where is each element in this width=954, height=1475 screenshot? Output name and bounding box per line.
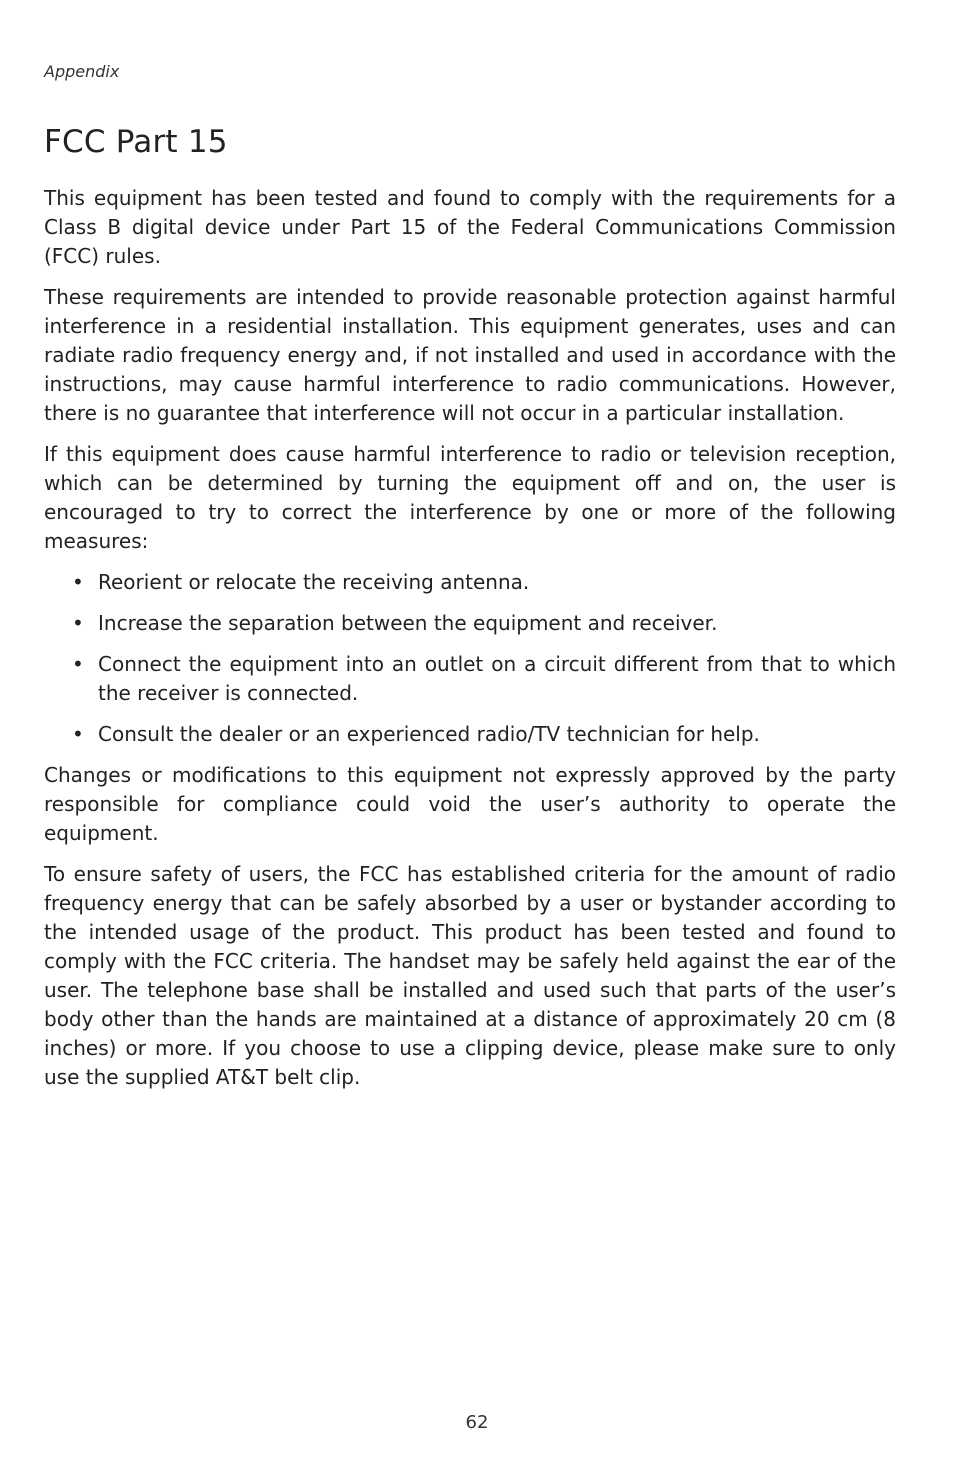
measures-list [44, 568, 896, 749]
paragraph-modifications: Changes or modifications to this equipment not expressly approved by the party responsible for compliance could void the user’s authority to operate the equipment. [44, 763, 896, 845]
list-item [44, 568, 896, 597]
paragraph-interference: If this equipment does cause harmful interference to radio or television reception, which can be determined by turning the equipment off and on, the user is encouraged to try to correct the interference by one or more of the following measures: [44, 442, 896, 553]
list-item [44, 609, 896, 638]
paragraph-rf-safety: To ensure safety of users, the FCC has established criteria for the amount of radio frequency energy that can be safely absorbed by a user or bystander according to the intended usage of the product. This product has been tested and found to comply with the FCC criteria. The handset may be safely held against the ear of the user. The telephone base shall be installed and used such that parts of the user’s body other than the hands are maintained at a distance of approximately 20 cm (8 inches) or more. If you choose to use a clipping device, please make sure to only use the supplied AT&T belt clip. [44, 862, 896, 1089]
paragraph-requirements: These requirements are intended to provide reasonable protection against harmful interference in a residential installation. This equipment generates, uses and can radiate radio frequency energy and, if not installed and used in accordance with the instructions, may cause harmful interference to radio communications. However, there is no guarantee that interference will not occur in a particular installation. [44, 285, 896, 425]
bullet-icon: • [72, 722, 84, 746]
running-head: Appendix [44, 62, 120, 81]
section-body [44, 184, 896, 1104]
bullet-icon: • [72, 611, 84, 635]
list-item-text: Reorient or relocate the receiving antenna. [98, 570, 530, 594]
bullet-icon: • [72, 570, 84, 594]
page-number: 62 [465, 1412, 489, 1433]
paragraph-compliance: This equipment has been tested and found to comply with the requirements for a Class B digital device under Part 15 of the Federal Communications Commission (FCC) rules. [44, 186, 896, 268]
list-item-text: Connect the equipment into an outlet on a circuit different from that to which the receiver is connected. [98, 652, 896, 705]
list-item [44, 650, 896, 708]
list-item-text: Consult the dealer or an experienced radio/TV technician for help. [98, 722, 760, 746]
list-item-text: Increase the separation between the equipment and receiver. [98, 611, 718, 635]
section-title: FCC Part 15 [44, 124, 228, 160]
bullet-icon: • [72, 652, 84, 676]
list-item [44, 720, 896, 749]
